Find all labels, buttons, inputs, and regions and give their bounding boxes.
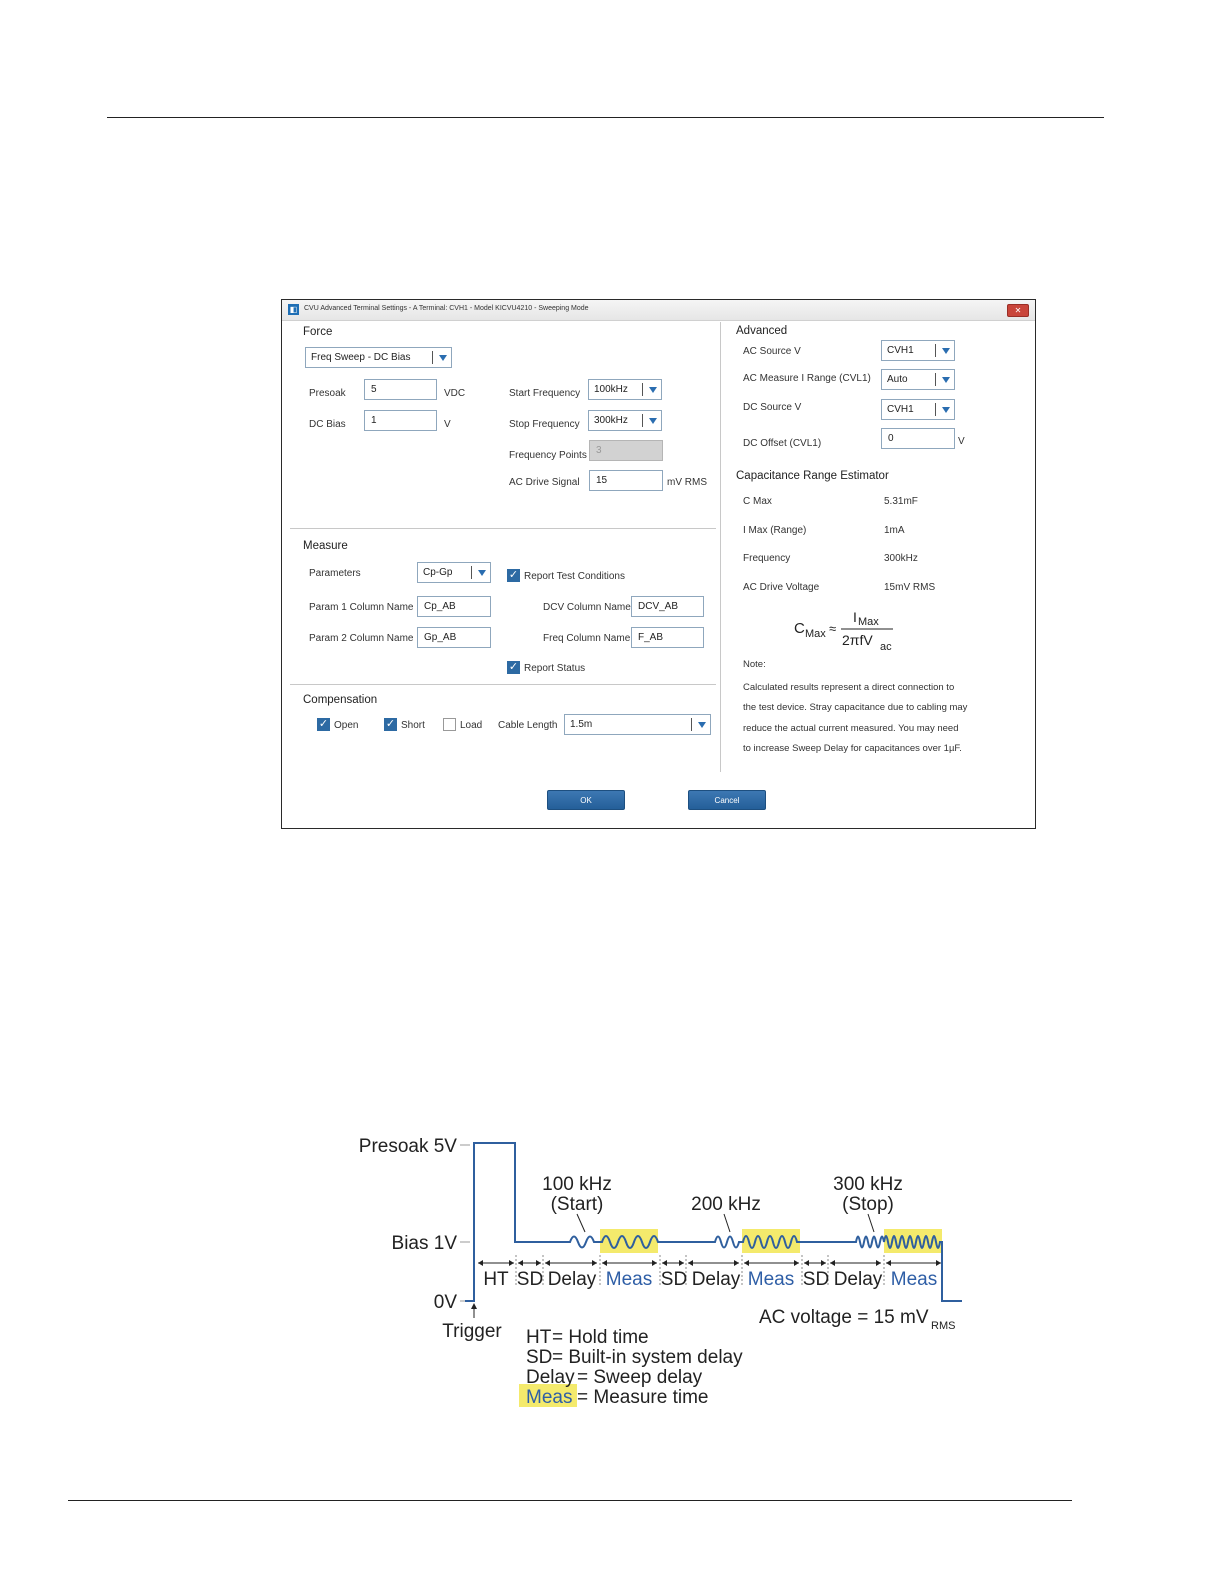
combo-separator: [432, 351, 433, 364]
close-icon: ✕: [1014, 306, 1022, 315]
report-status-label: Report Status: [524, 663, 586, 674]
dc-source-select[interactable]: [881, 399, 955, 420]
divider: [290, 684, 716, 685]
load-checkbox[interactable]: [443, 718, 456, 731]
chevron-down-icon: [942, 407, 950, 413]
ac-measure-range-label: AC Measure I Range (CVL1): [743, 373, 871, 384]
param2-column-input[interactable]: Gp_AB: [417, 627, 491, 648]
formula-num-sub: Max: [858, 616, 879, 628]
dc-source-value: CVH1: [887, 404, 914, 415]
formula-num: I: [853, 609, 857, 625]
report-test-conditions-checkbox[interactable]: [507, 569, 520, 582]
start-frequency-label: Start Frequency: [509, 388, 581, 399]
measure-heading: Measure: [303, 540, 348, 552]
ac-drive-signal-label: AC Drive Signal: [509, 477, 580, 488]
formula-lhs-sub: Max: [805, 628, 826, 640]
sd-segment-label: SD: [660, 1269, 688, 1290]
divider: [290, 528, 716, 529]
cmax-value: 5.31mF: [884, 496, 918, 507]
sweep-timing-diagram: [330, 1125, 970, 1415]
mid-frequency-text: 200 kHz: [691, 1194, 761, 1215]
formula-approx: ≈: [829, 621, 837, 636]
dcbias-label: DC Bias: [309, 419, 346, 430]
frequency-label: Frequency: [743, 553, 791, 564]
advanced-heading: Advanced: [736, 325, 788, 337]
legend-key: Delay: [526, 1367, 575, 1388]
trigger-label: Trigger: [442, 1321, 502, 1342]
ac-voltage-sub: RMS: [931, 1320, 956, 1332]
short-label: Short: [401, 720, 425, 731]
cmax-formula: [794, 606, 904, 654]
force-mode-select[interactable]: [305, 347, 452, 368]
parameters-value: Cp-Gp: [423, 567, 453, 578]
meas-segment-label: Meas: [890, 1269, 938, 1290]
presoak-unit: VDC: [444, 388, 466, 399]
cable-length-label: Cable Length: [498, 720, 558, 731]
combo-separator: [642, 414, 643, 427]
cmax-label: C Max: [743, 496, 772, 507]
trigger-arrowhead: [471, 1303, 477, 1309]
top-rule: [107, 117, 1104, 118]
meas-segment-label: Meas: [605, 1269, 653, 1290]
stop-frequency-value: 300kHz: [594, 415, 628, 426]
ac-drive-signal-input[interactable]: 15: [589, 470, 663, 491]
title-bar[interactable]: [282, 300, 1035, 321]
start-frequency-select[interactable]: [588, 379, 662, 400]
freq-column-input[interactable]: F_AB: [631, 627, 704, 648]
stop-frequency-text: 300 kHz: [833, 1174, 903, 1195]
dcbias-input[interactable]: 1: [364, 410, 437, 431]
dc-offset-label: DC Offset (CVL1): [743, 438, 822, 449]
ac-voltage-label: AC voltage = 15 mV: [759, 1307, 929, 1328]
start-frequency-value: 100kHz: [594, 384, 628, 395]
ht-segment-label: HT: [483, 1269, 509, 1290]
combo-separator: [935, 373, 936, 386]
pointer-arrow: [577, 1214, 585, 1232]
check-icon: ✓: [385, 718, 396, 730]
cable-length-select[interactable]: [564, 714, 711, 735]
start-frequency-text: 100 kHz: [542, 1174, 612, 1195]
pointer-arrow: [868, 1214, 874, 1232]
legend-key: Meas: [526, 1387, 573, 1408]
param1-column-label: Param 1 Column Name: [309, 602, 414, 613]
check-icon: ✓: [508, 661, 519, 673]
formula-den-sub: ac: [880, 641, 892, 653]
ac-source-select[interactable]: [881, 340, 955, 361]
note-line: reduce the actual current measured. You may need: [743, 723, 959, 734]
bias-level-label: Bias 1V: [391, 1233, 457, 1254]
ac-measure-range-select[interactable]: [881, 369, 955, 390]
check-icon: ✓: [508, 569, 519, 581]
note-heading: Note:: [743, 659, 766, 670]
combo-separator: [691, 718, 692, 731]
sd-segment-label: SD: [516, 1269, 544, 1290]
check-icon: ✓: [318, 718, 329, 730]
stop-note-text: (Stop): [842, 1194, 894, 1215]
frequency-points-label: Frequency Points: [509, 450, 587, 461]
sd-segment-label: SD: [802, 1269, 830, 1290]
imax-label: I Max (Range): [743, 525, 807, 536]
ac-measure-range-value: Auto: [887, 374, 908, 385]
delay-segment-label: Delay: [833, 1269, 883, 1290]
note-line: Calculated results represent a direct connection to: [743, 682, 955, 693]
delay-segment-label: Delay: [691, 1269, 741, 1290]
presoak-level-label: Presoak 5V: [358, 1136, 457, 1157]
meas-segment-label: Meas: [747, 1269, 795, 1290]
cable-length-value: 1.5m: [570, 719, 593, 730]
force-mode-value: Freq Sweep - DC Bias: [311, 352, 411, 363]
cancel-button[interactable]: Cancel: [688, 790, 766, 810]
report-test-conditions-label: Report Test Conditions: [524, 571, 625, 582]
open-label: Open: [334, 720, 359, 731]
frequency-points-input: 3: [589, 440, 663, 461]
chevron-down-icon: [439, 355, 447, 361]
force-heading: Force: [303, 326, 333, 338]
frequency-value: 300kHz: [884, 553, 918, 564]
compensation-heading: Compensation: [303, 694, 378, 706]
ac-drive-signal-unit: mV RMS: [667, 477, 707, 488]
combo-separator: [471, 566, 472, 579]
panel-divider: [720, 322, 721, 772]
param2-column-label: Param 2 Column Name: [309, 633, 414, 644]
ac-source-value: CVH1: [887, 345, 914, 356]
parameters-select[interactable]: [417, 562, 491, 583]
freq-column-label: Freq Column Name: [543, 633, 631, 644]
pointer-arrow: [724, 1214, 730, 1232]
combo-separator: [935, 344, 936, 357]
zero-level-label: 0V: [433, 1292, 457, 1313]
chevron-down-icon: [942, 348, 950, 354]
app-icon: ◧: [289, 305, 298, 314]
close-button[interactable]: [1007, 304, 1029, 317]
param1-column-input[interactable]: Cp_AB: [417, 596, 491, 617]
formula-den: 2πfV: [842, 632, 873, 648]
dcv-column-label: DCV Column Name: [543, 602, 631, 613]
ac-drive-voltage-label: AC Drive Voltage: [743, 582, 820, 593]
delay-segment-label: Delay: [547, 1269, 597, 1290]
open-checkbox[interactable]: [317, 718, 330, 731]
combo-separator: [935, 403, 936, 416]
legend-text: = Hold time: [552, 1327, 649, 1348]
estimator-heading: Capacitance Range Estimator: [736, 470, 889, 482]
chevron-down-icon: [478, 570, 486, 576]
short-checkbox[interactable]: [384, 718, 397, 731]
stop-frequency-select[interactable]: [588, 410, 662, 431]
dc-offset-input[interactable]: 0: [881, 428, 955, 449]
load-label: Load: [460, 720, 483, 731]
formula-lhs: C: [794, 620, 805, 637]
legend-text: = Built-in system delay: [552, 1347, 743, 1368]
legend-text: = Measure time: [577, 1387, 709, 1408]
combo-separator: [642, 383, 643, 396]
legend-key: HT: [526, 1327, 552, 1348]
dialog-title: CVU Advanced Terminal Settings - A Terminal: CVH1 - Model KICVU4210 - Sweeping Mode: [304, 305, 589, 312]
note-line: to increase Sweep Delay for capacitances over 1µF.: [743, 743, 962, 754]
dcv-column-input[interactable]: DCV_AB: [631, 596, 704, 617]
chevron-down-icon: [942, 377, 950, 383]
note-line: the test device. Stray capacitance due to cabling may: [743, 702, 968, 713]
presoak-label: Presoak: [309, 388, 346, 399]
legend-text: = Sweep delay: [577, 1367, 703, 1388]
chevron-down-icon: [649, 387, 657, 393]
stop-frequency-label: Stop Frequency: [509, 419, 580, 430]
chevron-down-icon: [698, 722, 706, 728]
imax-value: 1mA: [884, 525, 905, 536]
start-note-text: (Start): [550, 1194, 604, 1215]
legend-key: SD: [526, 1347, 553, 1368]
ac-source-label: AC Source V: [743, 346, 801, 357]
chevron-down-icon: [649, 418, 657, 424]
bottom-rule: [68, 1500, 1072, 1501]
dcbias-unit: V: [444, 419, 451, 430]
dc-source-label: DC Source V: [743, 402, 802, 413]
dc-offset-unit: V: [958, 436, 965, 447]
ac-drive-voltage-value: 15mV RMS: [884, 582, 936, 593]
report-status-checkbox[interactable]: [507, 661, 520, 674]
parameters-label: Parameters: [309, 568, 361, 579]
presoak-input[interactable]: 5: [364, 379, 437, 400]
ok-button[interactable]: OK: [547, 790, 625, 810]
